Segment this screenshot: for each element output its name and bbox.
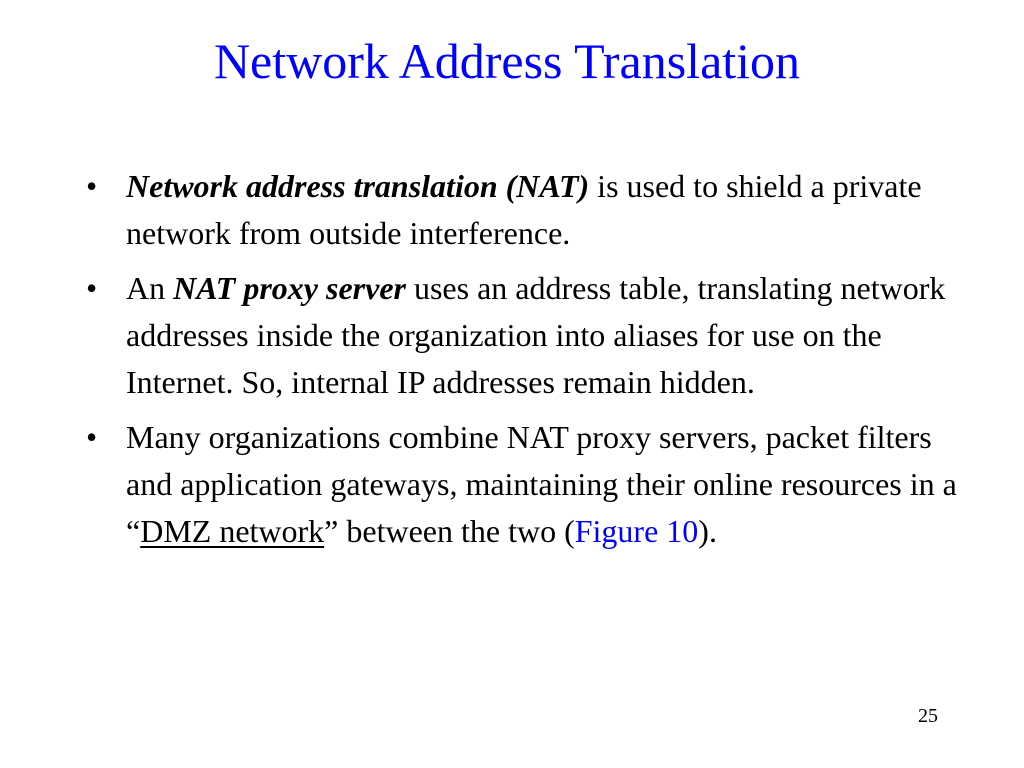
bullet-text-end: ). [698,513,717,549]
bullet-list [86,163,966,563]
bullet-text: is used to shield a private network from outside interference. [126,168,922,251]
bullet-icon: • [86,419,98,455]
bullet-text: Many organizations combine NAT proxy servers, packet filters and application gateways, maintaining their online resources in a “ [126,419,957,549]
bullet-prefix: An [126,270,174,306]
bullet-text: uses an address table, translating network addresses inside the organization into aliases for use on the Internet. So, internal IP addresses remain hidden. [126,270,946,400]
nat-proxy-term: NAT proxy server [173,270,406,306]
bullet-icon: • [86,168,98,204]
dmz-network-link[interactable]: DMZ network [140,513,325,549]
bullet-dmz [86,414,966,555]
page-number: 25 [918,705,938,727]
bullet-nat-definition [86,163,966,257]
bullet-nat-proxy [86,265,966,406]
slide-title: Network Address Translation [213,33,801,89]
figure-reference-link[interactable]: Figure 10 [574,513,699,549]
bullet-icon: • [86,270,98,306]
bullet-text-after-link: ” between the two ( [324,513,575,549]
nat-term: Network address translation (NAT) [126,168,590,204]
